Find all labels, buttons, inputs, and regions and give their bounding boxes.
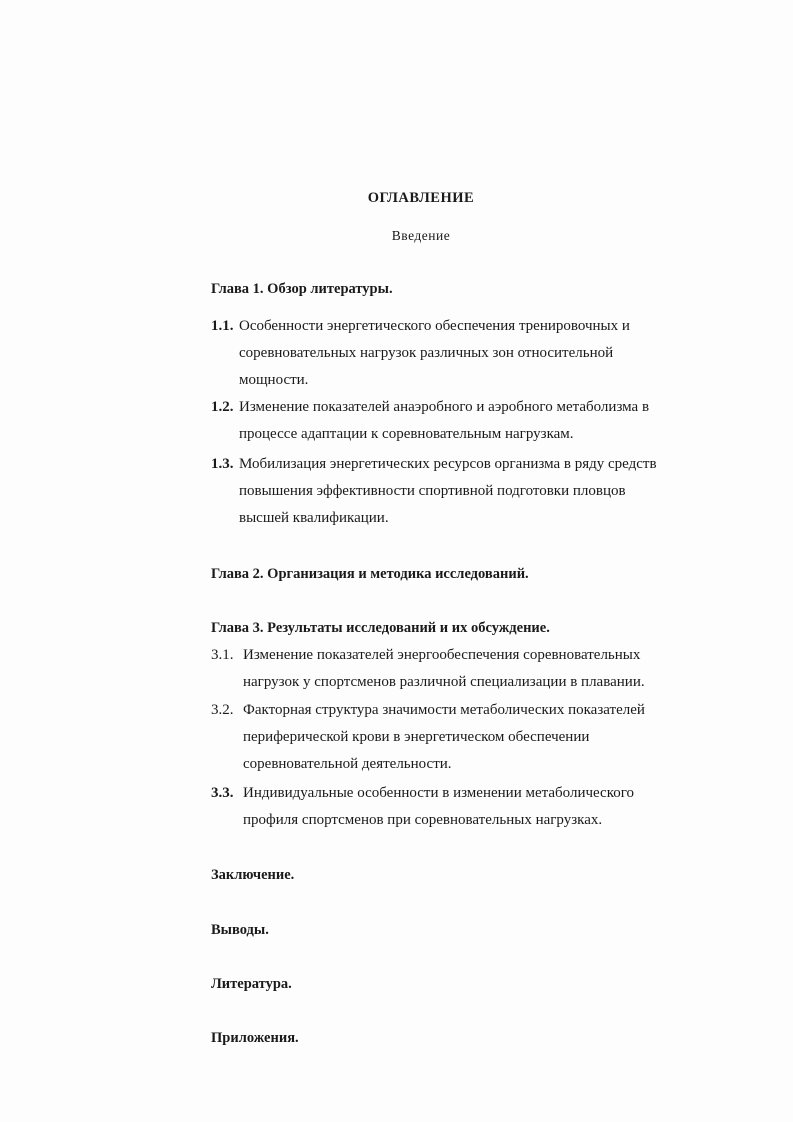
toc-title: ОГЛАВЛЕНИЕ bbox=[367, 190, 475, 206]
item-line: соревновательных нагрузок различных зон относительной bbox=[239, 345, 614, 361]
item-line: высшей квалификации. bbox=[239, 510, 389, 526]
item-line: мощности. bbox=[239, 372, 309, 388]
toc-intro: Введение bbox=[391, 228, 451, 243]
item-line: Факторная структура значимости метаболических показателей bbox=[243, 702, 645, 718]
item-number: 3.2. bbox=[211, 702, 234, 718]
item-number: 1.2. bbox=[211, 399, 234, 415]
item-line: соревновательной деятельности. bbox=[243, 756, 452, 772]
item-line: процессе адаптации к соревновательным нагрузкам. bbox=[239, 426, 574, 442]
chapter-3-heading: Глава 3. Результаты исследований и их обсуждение. bbox=[211, 620, 550, 636]
item-number: 1.1. bbox=[211, 318, 234, 334]
item-number: 3.3. bbox=[211, 785, 234, 801]
literature-heading: Литература. bbox=[211, 976, 292, 992]
toc-item-3-1 bbox=[211, 642, 645, 696]
toc-item-3-3 bbox=[211, 780, 634, 834]
item-number: 1.3. bbox=[211, 456, 234, 472]
item-line: Изменение показателей энергообеспечения соревновательных bbox=[243, 647, 641, 663]
item-line: Индивидуальные особенности в изменении метаболического bbox=[243, 785, 635, 801]
item-line: профиля спортсменов при соревновательных нагрузках. bbox=[243, 812, 603, 828]
chapter-1-heading: Глава 1. Обзор литературы. bbox=[211, 281, 393, 297]
item-number: 3.1. bbox=[211, 647, 234, 663]
item-line: повышения эффективности спортивной подготовки пловцов bbox=[239, 483, 626, 499]
item-line: Особенности энергетического обеспечения тренировочных и bbox=[239, 318, 630, 334]
toc-item-1-2 bbox=[211, 394, 649, 448]
findings-heading: Выводы. bbox=[211, 922, 269, 938]
appendices-heading: Приложения. bbox=[211, 1030, 299, 1046]
toc-item-1-1 bbox=[211, 313, 630, 394]
item-line: Изменение показателей анаэробного и аэробного метаболизма в bbox=[239, 399, 650, 415]
chapter-2-heading: Глава 2. Организация и методика исследований. bbox=[211, 566, 529, 582]
item-line: нагрузок у спортсменов различной специализации в плавании. bbox=[243, 674, 645, 690]
conclusion-heading: Заключение. bbox=[211, 867, 295, 883]
item-line: Мобилизация энергетических ресурсов организма в ряду средств bbox=[239, 456, 657, 472]
toc-item-3-2 bbox=[211, 697, 645, 778]
item-line: периферической крови в энергетическом обеспечении bbox=[243, 729, 590, 745]
toc-item-1-3 bbox=[211, 451, 657, 532]
